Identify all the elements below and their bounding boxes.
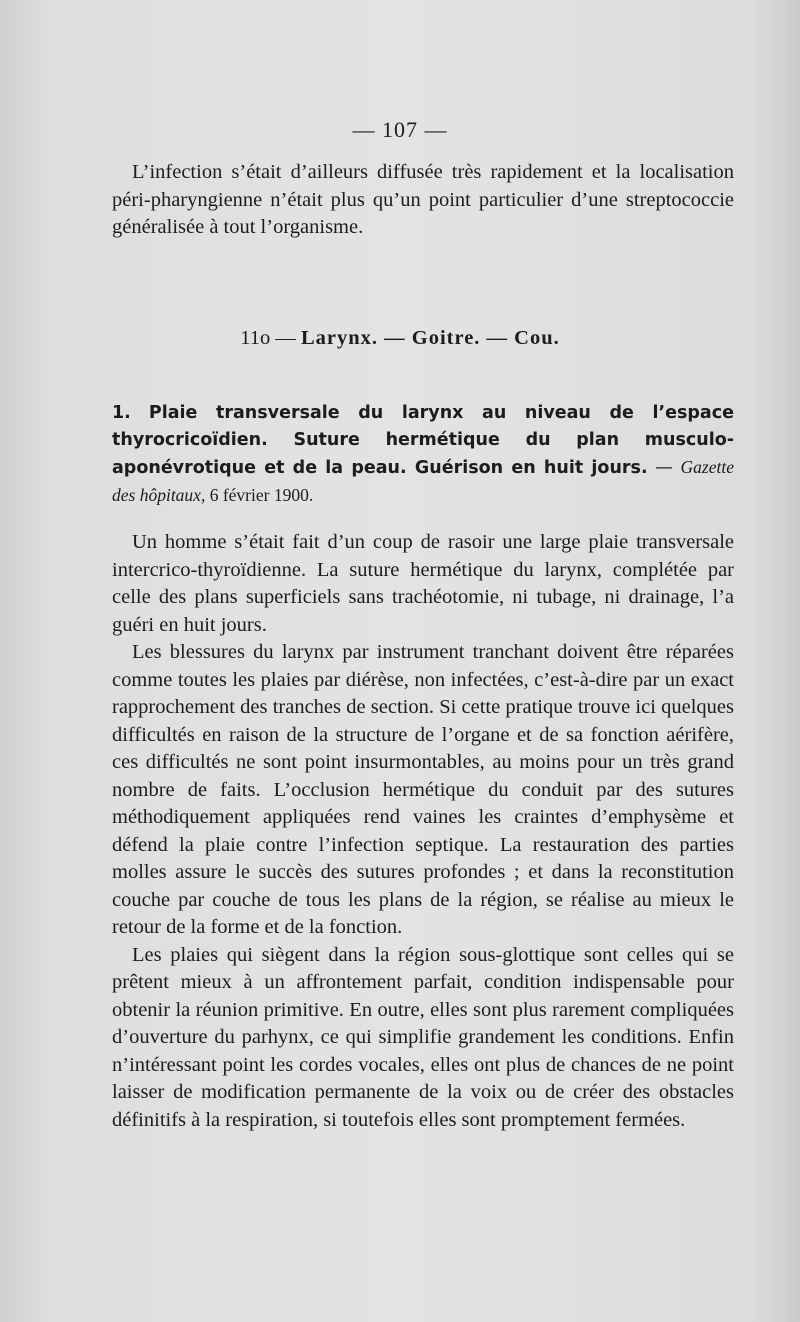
main-text-block	[112, 529, 734, 1134]
paragraph-case-report: Un homme s’était fait d’un coup de rasoir une large plaie transversale intercrico-thyroïdienne. La suture hermétique du larynx, complétée par celle des plans superficiels sans trachéotomie, ni tubage, ni drainage, l’a guéri en huit jours.	[112, 531, 734, 636]
bibliography-entry	[112, 400, 734, 510]
entry-number: 1.	[112, 403, 131, 423]
entry-title: Plaie transversale du larynx au niveau de l’espace thyrocricoïdien. Suture hermétique du plan musculo-aponévrotique et de la peau. Guérison en huit jours.	[112, 403, 734, 478]
page-number: — 107 —	[352, 117, 448, 142]
entry-date: 6 février 1900.	[205, 485, 314, 505]
section-heading	[0, 327, 800, 350]
entry-journal: Gazette des hôpitaux,	[112, 457, 734, 505]
paragraph-subglottic-wounds: Les plaies qui siègent dans la région sous-glottique sont celles qui se prêtent mieux à un affrontement parfait, condition indispensable pour obtenir la réunion primitive. En outre, elles sont plus rarement compliquées d’ouverture du parhynx, ce qui simplifie grandement les conditions. Enfin n’intéressant point les cordes vocales, elles ont plus de chances de ne point laisser de modification permanente de la voix ou de créer des obstacles définitifs à la respiration, si toutefois elles sont promptement fermées.	[112, 943, 734, 1131]
section-title: Larynx. — Goitre. — Cou.	[300, 327, 560, 349]
intro-paragraph: L’infection s’était d’ailleurs diffusée très rapidement et la localisation péri-pharyngienne n’était plus qu’un point particulier d’une streptococcie généralisée à tout l’organisme.	[112, 161, 734, 238]
intro-paragraph-block	[112, 159, 734, 242]
paragraph-wound-repair: Les blessures du larynx par instrument tranchant doivent être réparées comme toutes les plaies par diérèse, non infectées, c’est-à-dire par un exact rapprochement des tranches de section. Si cette pratique trouve ici quelques difficultés en raison de la structure de l’organe et de sa fonction aérifère, ces difficultés ne sont point insurmontables, au moins pour un très grand nombre de faits. L’occlusion hermétique du conduit par des sutures méthodiquement appliquées rend vaines les craintes d’emphysème et défend la plaie contre l’infection septique. La restauration des parties molles assure le succès des sutures profondes ; et dans la reconstitution couche par couche de tous les plans de la région, se réalise au mieux le retour de la forme et de la fonction.	[112, 641, 734, 938]
entry-separator: —	[647, 458, 681, 478]
section-number: 11o —	[240, 327, 296, 349]
